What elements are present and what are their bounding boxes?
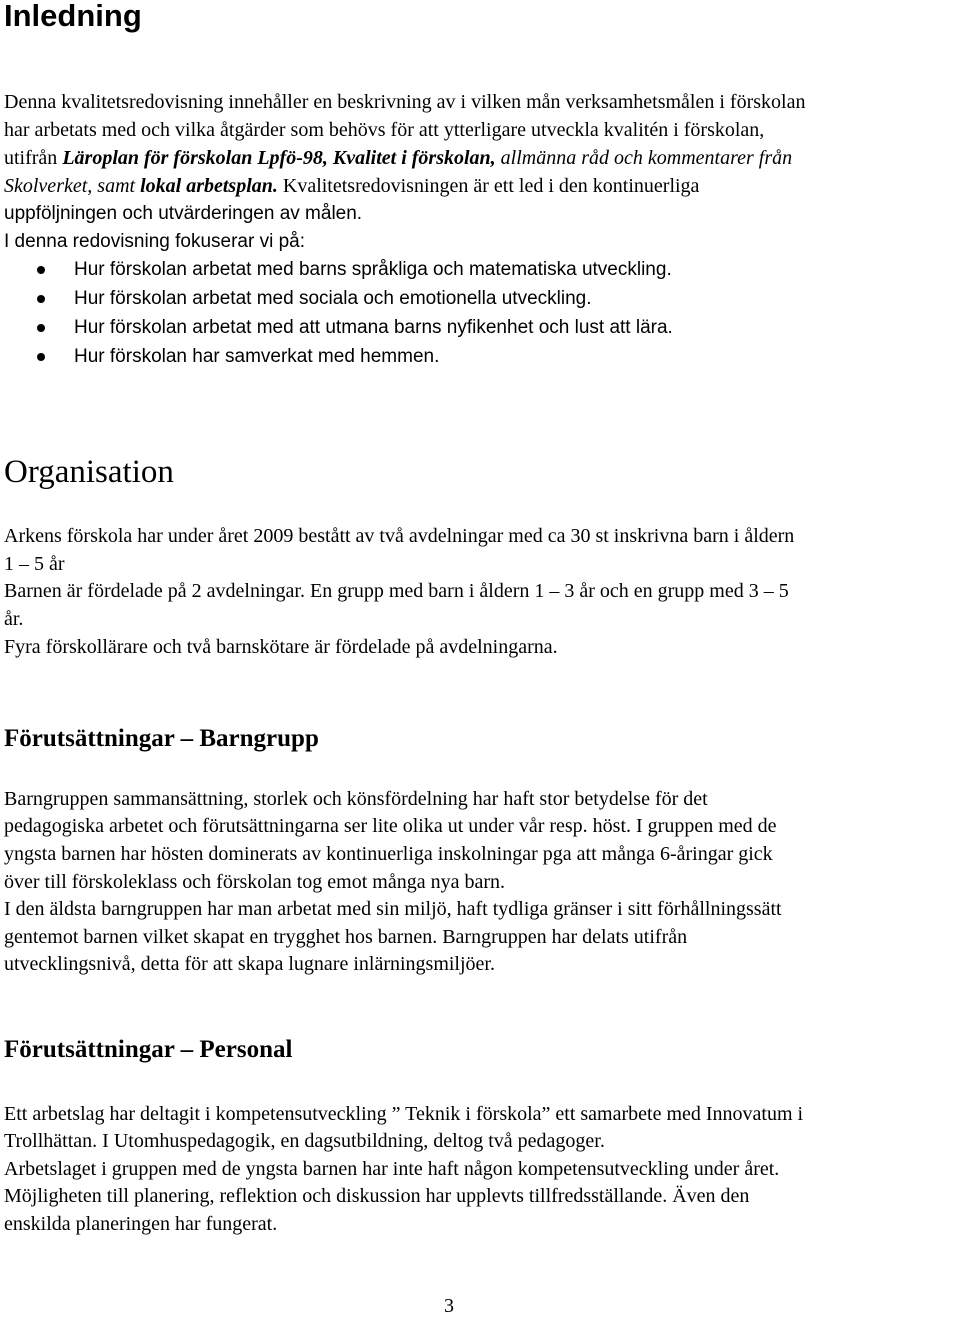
barngrupp-line: över till förskoleklass och förskolan tog emot många nya barn. — [4, 871, 505, 893]
intro-paragraph-line: har arbetats med och vilka åtgärder som behövs för att ytterligare utveckla kvalitén i förskolan, — [4, 119, 765, 141]
organisation-line: 1 – 5 år — [4, 553, 65, 575]
intro-emphasis: lokal arbetsplan. — [140, 175, 278, 197]
organisation-line: år. — [4, 608, 24, 630]
intro-italic: allmänna råd och kommentarer från — [495, 147, 793, 169]
organisation-line: Fyra förskollärare och två barnskötare är fördelade på avdelningarna. — [4, 636, 558, 658]
organisation-heading: Organisation — [4, 454, 174, 490]
intro-paragraph-line: Denna kvalitetsredovisning innehåller en beskrivning av i vilken mån verksamhetsmålen i förskolan — [4, 91, 806, 113]
personal-line: Trollhättan. I Utomhuspedagogik, en dagsutbildning, deltog två pedagoger. — [4, 1130, 605, 1152]
personal-line: Ett arbetslag har deltagit i kompetensutveckling ” Teknik i förskola” ett samarbete med Innovatum i — [4, 1103, 804, 1125]
intro-paragraph-line — [4, 172, 699, 200]
barngrupp-heading: Förutsättningar – Barngrupp — [4, 725, 319, 752]
organisation-line: Barnen är fördelade på 2 avdelningar. En grupp med barn i åldern 1 – 3 år och en grupp med 3 – 5 — [4, 580, 789, 602]
barngrupp-line: utvecklingsnivå, detta för att skapa lugnare inlärningsmiljöer. — [4, 953, 495, 975]
barngrupp-line: pedagogiska arbetet och förutsättningarna ser lite olika ut under vår resp. höst. I gruppen med de — [4, 815, 777, 837]
page-number: 3 — [444, 1295, 454, 1317]
intro-emphasis: Läroplan för förskolan Lpfö-98, Kvalitet i förskolan, — [62, 147, 496, 169]
personal-heading: Förutsättningar – Personal — [4, 1036, 293, 1063]
barngrupp-line: gentemot barnen vilket skapat en trygghet hos barnen. Barngruppen har delats utifrån — [4, 926, 688, 948]
barngrupp-line: yngsta barnen har hösten dominerats av kontinuerliga inskolningar pga att många 6-åringar gick — [4, 843, 773, 865]
intro-heading: Inledning — [4, 0, 142, 33]
intro-text: utifrån — [4, 147, 63, 169]
intro-paragraph-line — [4, 144, 792, 172]
intro-text: Kvalitetsredovisningen är ett led i den kontinuerliga — [277, 175, 700, 197]
intro-paragraph-line: uppföljningen och utvärderingen av målen. — [4, 203, 363, 224]
list-item: Hur förskolan arbetat med sociala och emotionella utveckling. — [74, 288, 592, 309]
barngrupp-line: I den äldsta barngruppen har man arbetat med sin miljö, haft tydliga gränser i sitt förhållningssätt — [4, 898, 782, 920]
list-item: Hur förskolan arbetat med att utmana barns nyfikenhet och lust att lära. — [74, 317, 673, 338]
bullet-icon — [37, 295, 45, 303]
bullet-icon — [37, 266, 45, 274]
personal-line: enskilda planeringen har fungerat. — [4, 1213, 278, 1235]
personal-line: Arbetslaget i gruppen med de yngsta barnen har inte haft någon kompetensutveckling under året. — [4, 1158, 780, 1180]
bullet-icon — [37, 324, 45, 332]
personal-line: Möjligheten till planering, reflektion och diskussion har upplevts tillfredsställande. Även den — [4, 1185, 750, 1207]
bullet-icon — [37, 353, 45, 361]
organisation-line: Arkens förskola har under året 2009 bestått av två avdelningar med ca 30 st inskrivna barn i åldern — [4, 525, 795, 547]
intro-paragraph-line: I denna redovisning fokuserar vi på: — [4, 231, 306, 252]
list-item: Hur förskolan arbetat med barns språkliga och matematiska utveckling. — [74, 259, 672, 280]
intro-italic: Skolverket, samt — [4, 175, 141, 197]
list-item: Hur förskolan har samverkat med hemmen. — [74, 346, 440, 367]
barngrupp-line: Barngruppen sammansättning, storlek och könsfördelning har haft stor betydelse för det — [4, 788, 708, 810]
